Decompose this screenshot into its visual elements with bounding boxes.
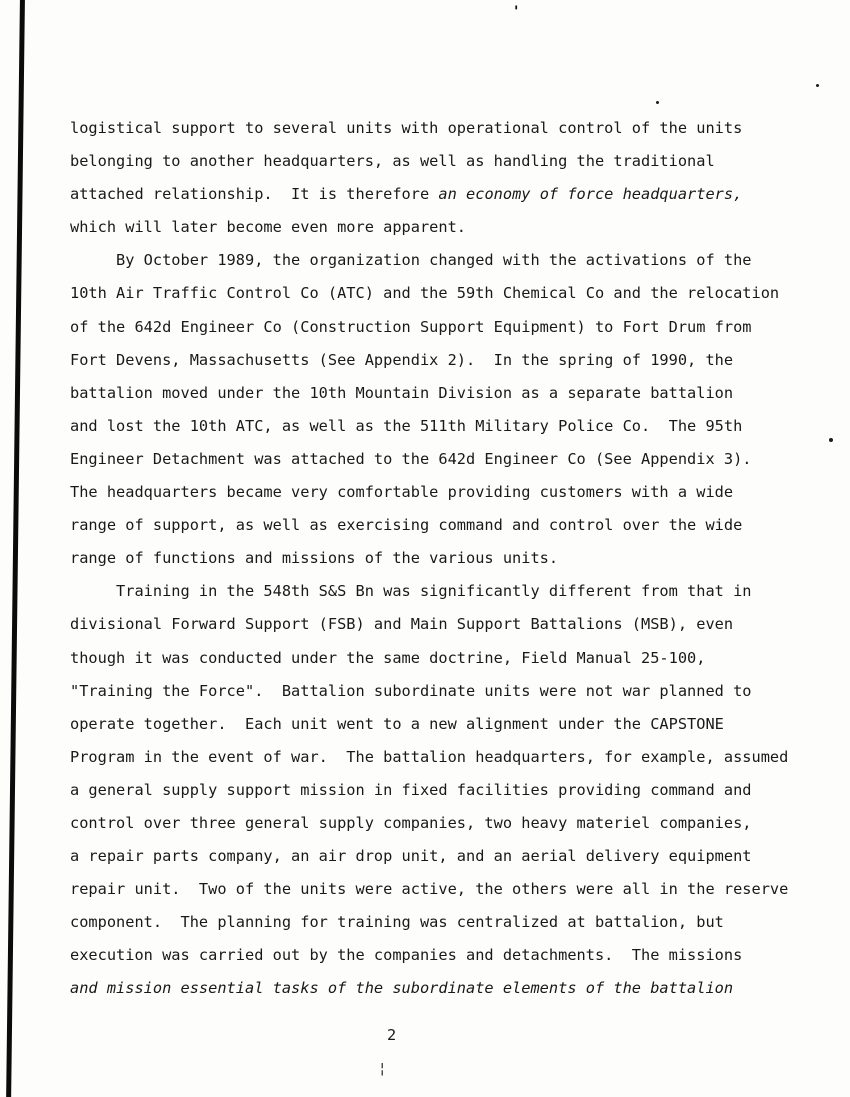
- emphasized-text: and mission essential tasks of the subordinate elements of the battalion: [70, 979, 734, 998]
- text-line: [70, 112, 810, 145]
- text-segment: though it was conducted under the same doctrine, Field Manual 25-100,: [70, 648, 706, 667]
- text-line: [70, 410, 810, 443]
- text-segment: which will later become even more apparent.: [70, 218, 467, 237]
- text-line: [70, 509, 810, 542]
- scan-speck: [816, 84, 819, 87]
- text-segment: attached relationship. It is therefore: [70, 185, 439, 204]
- scan-speck: [656, 101, 659, 104]
- scan-artifact-footer-mark: ¦: [378, 1061, 387, 1077]
- text-segment: range of functions and missions of the various units.: [70, 549, 559, 568]
- text-line: [70, 575, 810, 608]
- text-segment: Engineer Detachment was attached to the 642d Engineer Co (See Appendix 3).: [70, 449, 752, 468]
- text-segment: Training in the 548th S&S Bn was significantly different from that in: [70, 582, 752, 601]
- text-segment: component. The planning for training was centralized at battalion, but: [70, 913, 724, 932]
- text-line: [70, 675, 810, 708]
- text-line: [70, 311, 810, 344]
- text-line: [70, 476, 810, 509]
- text-segment: By October 1989, the organization changed with the activations of the: [70, 251, 752, 270]
- text-segment: a repair parts company, an air drop unit, and an aerial delivery equipment: [70, 847, 752, 866]
- body-text: [70, 112, 810, 1006]
- text-segment: battalion moved under the 10th Mountain Division as a separate battalion: [70, 383, 734, 402]
- text-segment: and lost the 10th ATC, as well as the 511th Military Police Co. The 95th: [70, 416, 743, 435]
- text-segment: control over three general supply companies, two heavy materiel companies,: [70, 813, 752, 832]
- text-line: [70, 211, 810, 244]
- text-line: [70, 178, 810, 211]
- text-line: [70, 807, 810, 840]
- text-segment: "Training the Force". Battalion subordinate units were not war planned to: [70, 681, 752, 700]
- scan-artifact-tick: ': [512, 4, 521, 20]
- text-line: [70, 873, 810, 906]
- scan-speck: [829, 438, 833, 442]
- text-segment: of the 642d Engineer Co (Construction Support Equipment) to Fort Drum from: [70, 317, 752, 336]
- text-segment: execution was carried out by the companies and detachments. The missions: [70, 946, 743, 965]
- text-line: [70, 972, 810, 1005]
- text-line: [70, 277, 810, 310]
- text-line: [70, 939, 810, 972]
- text-line: [70, 244, 810, 277]
- text-segment: divisional Forward Support (FSB) and Main Support Battalions (MSB), even: [70, 615, 734, 634]
- text-line: [70, 642, 810, 675]
- text-segment: Fort Devens, Massachusetts (See Appendix 2). In the spring of 1990, the: [70, 350, 734, 369]
- text-segment: operate together. Each unit went to a new alignment under the CAPSTONE: [70, 714, 724, 733]
- text-line: [70, 608, 810, 641]
- emphasized-text: an economy of force headquarters,: [438, 185, 743, 204]
- scanned-page-edge-line: [6, 0, 25, 1097]
- page-number: 2: [387, 1026, 397, 1044]
- text-segment: Program in the event of war. The battalion headquarters, for example, assumed: [70, 747, 789, 766]
- text-line: [70, 145, 810, 178]
- text-segment: a general supply support mission in fixed facilities providing command and: [70, 780, 752, 799]
- text-line: [70, 741, 810, 774]
- text-line: [70, 774, 810, 807]
- text-segment: The headquarters became very comfortable providing customers with a wide: [70, 483, 734, 502]
- text-line: [70, 344, 810, 377]
- text-segment: logistical support to several units with operational control of the units: [70, 119, 743, 137]
- text-line: [70, 377, 810, 410]
- text-line: [70, 443, 810, 476]
- text-segment: belonging to another headquarters, as well as handling the traditional: [70, 152, 715, 171]
- text-line: [70, 906, 810, 939]
- text-segment: range of support, as well as exercising command and control over the wide: [70, 516, 743, 535]
- text-line: [70, 840, 810, 873]
- text-line: [70, 708, 810, 741]
- text-line: [70, 542, 810, 575]
- text-segment: repair unit. Two of the units were active, the others were all in the reserve: [70, 880, 789, 899]
- text-segment: 10th Air Traffic Control Co (ATC) and the 59th Chemical Co and the relocation: [70, 284, 780, 303]
